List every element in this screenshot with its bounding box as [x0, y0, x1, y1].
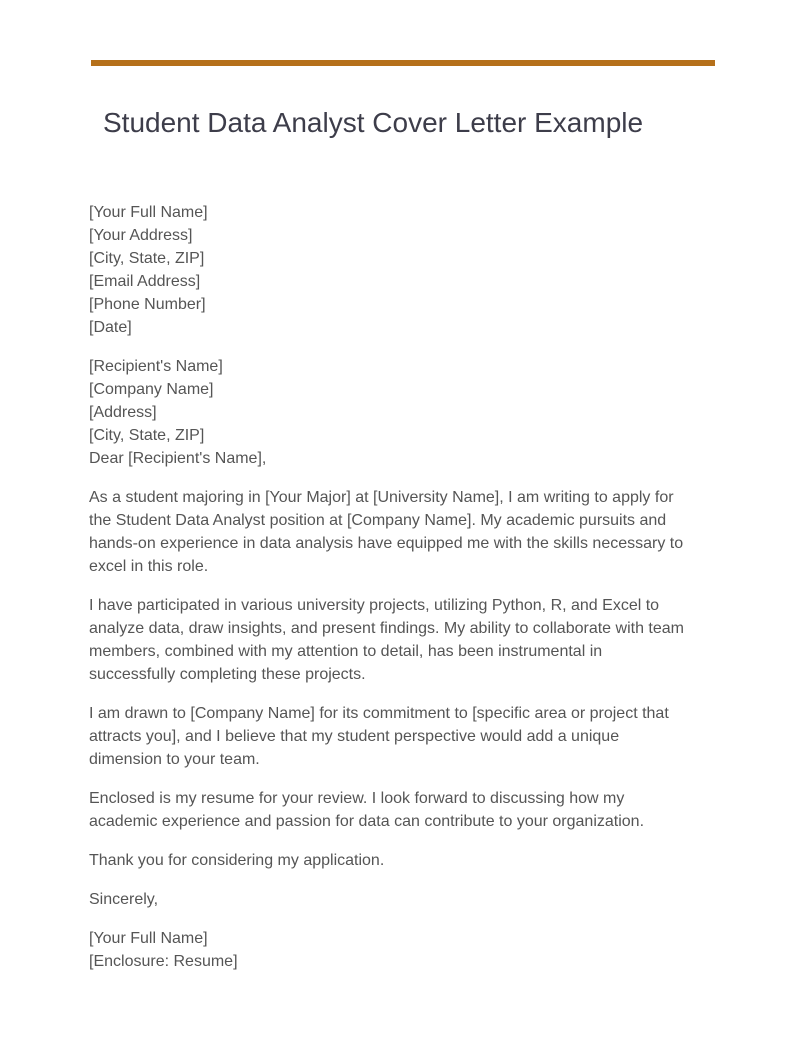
paragraph-text: I am drawn to [Company Name] for its commitment to [specific area or project that attracts you], and I believe that my student perspective would add a unique dimension to your team.: [89, 705, 669, 768]
enclosure-note: [Enclosure: Resume]: [89, 953, 238, 970]
sender-email: [Email Address]: [89, 273, 201, 290]
recipient-company: [Company Name]: [89, 381, 214, 398]
body-paragraph-2: [89, 594, 689, 686]
letter-date: [Date]: [89, 319, 132, 336]
letter-body: [89, 201, 689, 973]
recipient-city-state-zip: [City, State, ZIP]: [89, 427, 205, 444]
body-paragraph-3: [89, 702, 689, 771]
recipient-address-block: [89, 355, 689, 470]
sender-address-block: [89, 201, 689, 339]
salutation: Dear [Recipient's Name],: [89, 450, 267, 467]
closing-text: Sincerely,: [89, 891, 159, 908]
closing-block: [89, 888, 689, 911]
recipient-address: [Address]: [89, 404, 157, 421]
thank-you-paragraph: [89, 849, 689, 872]
recipient-name: [Recipient's Name]: [89, 358, 223, 375]
body-paragraph-4: [89, 787, 689, 833]
sender-address: [Your Address]: [89, 227, 193, 244]
paragraph-text: Enclosed is my resume for your review. I look forward to discussing how my academic experience and passion for data can contribute to your organization.: [89, 790, 645, 830]
signature-block: [89, 927, 689, 973]
top-accent-rule: [91, 60, 715, 66]
paragraph-text: As a student majoring in [Your Major] at [University Name], I am writing to apply for the Student Data Analyst position at [Company Name]. My academic pursuits and hands-on experience in data analysis have equipped me with the skills necessary to excel in this role.: [89, 489, 684, 575]
sender-city-state-zip: [City, State, ZIP]: [89, 250, 205, 267]
body-paragraph-1: [89, 486, 689, 578]
paragraph-text: I have participated in various university projects, utilizing Python, R, and Excel to analyze data, draw insights, and present findings. My ability to collaborate with team members, combined with my attention to detail, has been instrumental in successfully completing these projects.: [89, 597, 684, 683]
signature-name: [Your Full Name]: [89, 930, 208, 947]
paragraph-text: Thank you for considering my application.: [89, 852, 385, 869]
sender-name: [Your Full Name]: [89, 204, 208, 221]
page-title: Student Data Analyst Cover Letter Example: [103, 107, 644, 138]
sender-phone: [Phone Number]: [89, 296, 206, 313]
